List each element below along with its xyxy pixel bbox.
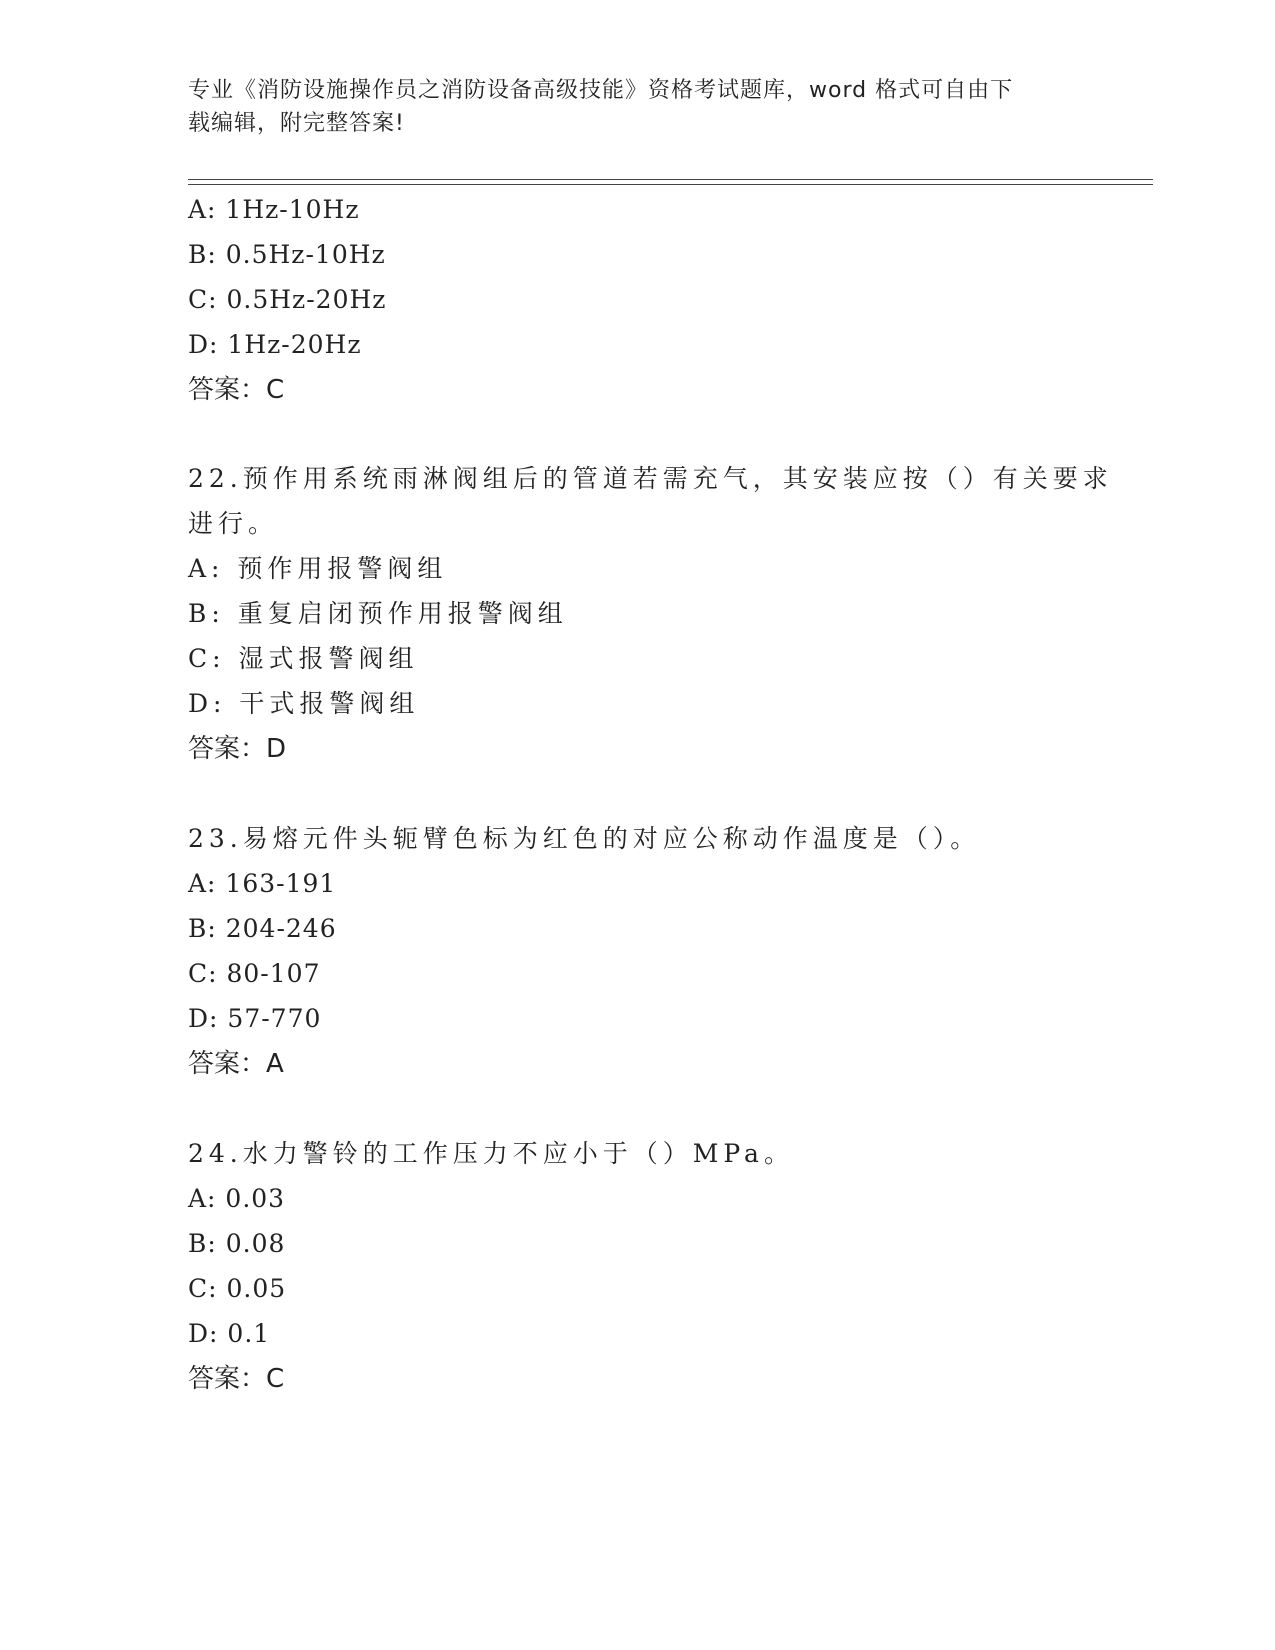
q21-option-b: B: 0.5Hz-10Hz bbox=[188, 240, 386, 269]
q24-option-b: B: 0.08 bbox=[188, 1229, 286, 1258]
q23-option-c: C: 80-107 bbox=[188, 959, 321, 988]
q23-option-b: B: 204-246 bbox=[188, 914, 337, 943]
q23-answer: 答案：A bbox=[188, 1049, 284, 1079]
q23-option-d: D: 57-770 bbox=[188, 1004, 322, 1033]
q24-option-d: D: 0.1 bbox=[188, 1319, 271, 1348]
q22-option-b: B: 重复启闭预作用报警阀组 bbox=[188, 599, 568, 628]
q22-option-a: A: 预作用报警阀组 bbox=[188, 554, 448, 583]
q24-option-c: C: 0.05 bbox=[188, 1274, 287, 1303]
q21-option-c: C: 0.5Hz-20Hz bbox=[188, 285, 387, 314]
q24-option-a: A: 0.03 bbox=[188, 1184, 286, 1213]
q22-stem-line-2: 进行。 bbox=[188, 509, 279, 538]
q24-answer: 答案：C bbox=[188, 1364, 285, 1394]
q21-option-a: A: 1Hz-10Hz bbox=[188, 195, 360, 224]
document-header bbox=[188, 74, 1088, 140]
q23-option-a: A: 163-191 bbox=[188, 869, 337, 898]
header-line-1: 专业《消防设施操作员之消防设备高级技能》资格考试题库，word 格式可自由下 bbox=[188, 78, 1014, 103]
q22-option-c: C: 湿式报警阀组 bbox=[188, 644, 419, 673]
q22-stem-line-1: 22.预作用系统雨淋阀组后的管道若需充气，其安装应按（）有关要求 bbox=[188, 464, 1113, 493]
header-divider bbox=[188, 179, 1153, 185]
q24-stem-line-1: 24.水力警铃的工作压力不应小于（）MPa。 bbox=[188, 1139, 794, 1168]
q22-answer: 答案：D bbox=[188, 734, 287, 764]
q22-option-d: D: 干式报警阀组 bbox=[188, 689, 420, 718]
q21-option-d: D: 1Hz-20Hz bbox=[188, 330, 362, 359]
q23-stem-line-1: 23.易熔元件头轭臂色标为红色的对应公称动作温度是（）。 bbox=[188, 824, 981, 853]
header-line-2: 载编辑，附完整答案! bbox=[188, 111, 405, 136]
q21-answer: 答案：C bbox=[188, 375, 285, 405]
